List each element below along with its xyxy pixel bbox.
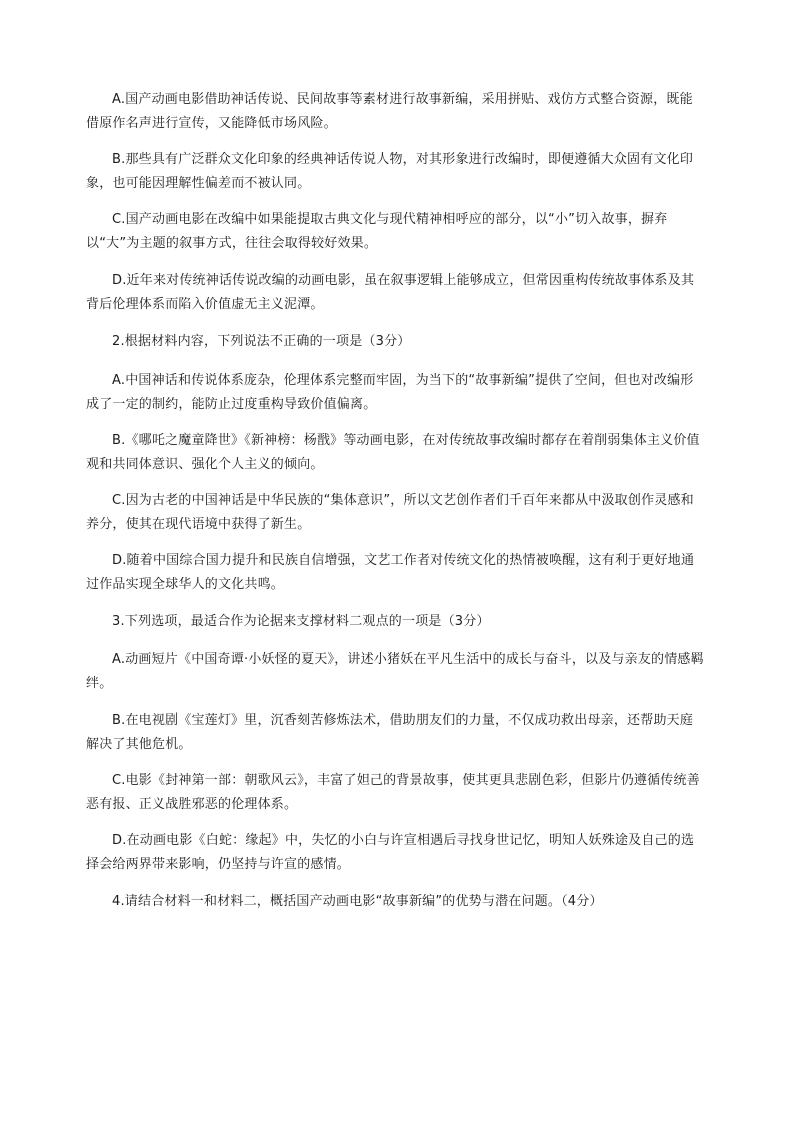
q3-option-d: D.在动画电影《白蛇：缘起》中，失忆的小白与许宣相遇后寻找身世记忆，明知人妖殊途及自己的选择会给两界带来影响，仍坚持与许宣的感情。 [86,833,695,872]
q2-option-b: B.《哪吒之魔童降世》《新神榜：杨戬》等动画电影，在对传统故事改编时都存在着削弱集体主义价值观和共同体意识、强化个人主义的倾向。 [86,433,700,472]
q2-option-a: A.中国神话和传说体系庞杂，伦理体系完整而牢固，为当下的“故事新编”提供了空间，但也对改编形成了一定的制约，能防止过度重构导致价值偏离。 [86,373,694,412]
q1-option-a: A.国产动画电影借助神话传说、民间故事等素材进行故事新编，采用拼贴、戏仿方式整合资源，既能借原作名声进行宣传，又能降低市场风险。 [86,92,693,131]
q3-option-b: B.在电视剧《宝莲灯》里，沉香刻苦修炼法术，借助朋友们的力量，不仅成功救出母亲，还帮助天庭解决了其他危机。 [86,713,694,752]
q1-option-b: B.那些具有广泛群众文化印象的经典神话传说人物，对其形象进行改编时，即便遵循大众固有文化印象，也可能因理解性偏差而不被认同。 [86,152,694,191]
q2-option-d: D.随着中国综合国力提升和民族自信增强，文艺工作者对传统文化的热情被唤醒，这有利于更好地通过作品实现全球华人的文化共鸣。 [86,553,695,592]
q2-stem: 2.根据材料内容，下列说法不正确的一项是（3分） [112,334,411,349]
q4-stem: 4.请结合材料一和材料二，概括国产动画电影“故事新编”的优势与潜在问题。（4分） [112,894,603,909]
q3-option-c: C.电影《封神第一部：朝歌风云》，丰富了妲己的背景故事，使其更具悲剧色彩，但影片仍遵循传统善恶有报、正义战胜邪恶的伦理体系。 [86,773,700,812]
q1-option-c: C.国产动画电影在改编中如果能提取古典文化与现代精神相呼应的部分，以“小”切入故事，摒弃以“大”为主题的叙事方式，往往会取得较好效果。 [86,212,668,251]
q3-option-a: A.动画短片《中国奇谭·小妖怪的夏天》，讲述小猪妖在平凡生活中的成长与奋斗，以及与亲友的情感羁绊。 [86,652,704,691]
q1-option-d: D.近年来对传统神话传说改编的动画电影，虽在叙事逻辑上能够成立，但常因重构传统故事体系及其背后伦理体系而陷入价值虚无主义泥潭。 [86,273,695,312]
q3-stem: 3.下列选项，最适合作为论据来支撑材料二观点的一项是（3分） [112,614,490,629]
q2-option-c: C.因为古老的中国神话是中华民族的“集体意识”，所以文艺创作者们千百年来都从中汲取创作灵感和养分，使其在现代语境中获得了新生。 [86,493,694,532]
